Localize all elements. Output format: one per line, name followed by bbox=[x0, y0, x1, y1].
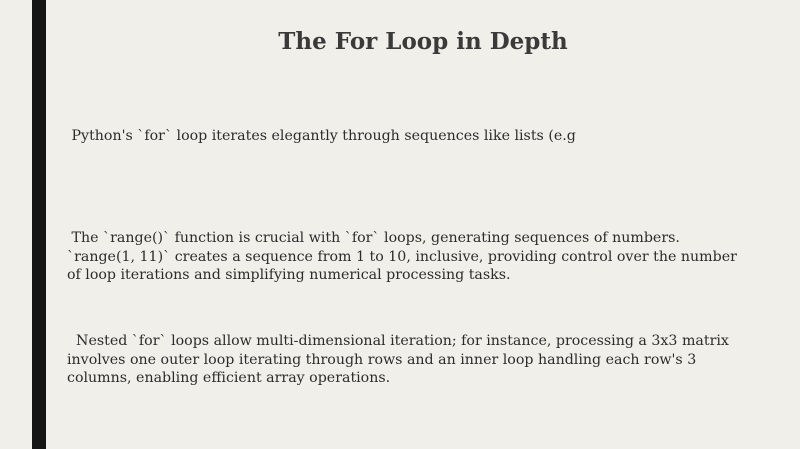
slide-title: The For Loop in Depth bbox=[278, 28, 568, 55]
paragraph-for-loop-intro: Python's `for` loop iterates elegantly through sequences like lists (e.g bbox=[67, 128, 576, 144]
slide-accent-bar bbox=[32, 0, 46, 449]
paragraph-nested-loops: Nested `for` loops allow multi-dimensional iteration; for instance, processing a 3x3 matrix involves one outer loop iterating through rows and an inner loop handling each row's 3 columns, enabling efficient array operations. bbox=[67, 333, 734, 386]
paragraph-range-function: The `range()` function is crucial with `for` loops, generating sequences of numbers. `range(1, 11)` creates a sequence from 1 to 10, inclusive, providing control over the number of loop iterations and simplifying numerical processing tasks. bbox=[67, 230, 742, 283]
